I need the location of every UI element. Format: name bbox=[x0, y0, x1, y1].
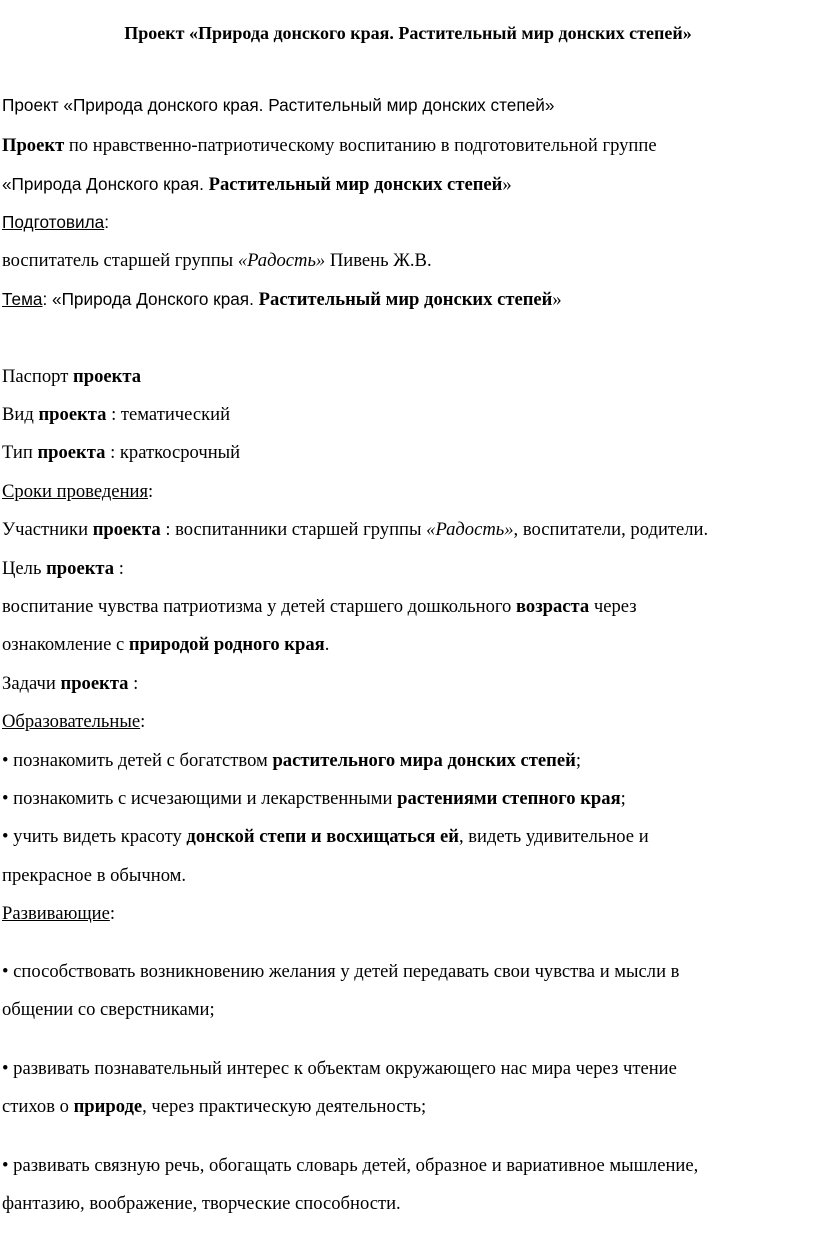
text: : воспитанники старшей группы bbox=[160, 519, 427, 540]
list-item bbox=[2, 750, 581, 772]
text: : «Природа Донского края. bbox=[42, 289, 259, 309]
text: , воспитатели, родители. bbox=[513, 519, 709, 540]
text: : bbox=[140, 711, 146, 732]
tasks-label bbox=[2, 673, 138, 695]
bold-text: Растительный мир донских степей bbox=[208, 174, 503, 195]
list-item: • развивать познавательный интерес к объектам окружающего нас мира через чтение bbox=[2, 1058, 677, 1079]
author-line bbox=[2, 250, 432, 272]
intro-topic-line bbox=[2, 173, 512, 196]
text: : тематический bbox=[106, 404, 231, 425]
text: : bbox=[109, 903, 116, 924]
text: «Природа Донского края. bbox=[2, 174, 209, 194]
text: , видеть удивительное и bbox=[458, 826, 649, 847]
participants-line bbox=[2, 519, 708, 541]
bold-text: растениями степного края bbox=[397, 788, 621, 809]
text: Паспорт bbox=[2, 366, 74, 387]
topic-line bbox=[2, 288, 562, 311]
list-item-continuation: прекрасное в обычном. bbox=[2, 865, 187, 886]
bold-text: природе bbox=[73, 1096, 143, 1117]
underlined-label: Подготовила bbox=[2, 212, 105, 232]
underlined-label: Развивающие bbox=[2, 903, 110, 924]
goal-text-line1 bbox=[2, 596, 637, 618]
prepared-by-label bbox=[2, 211, 109, 233]
bold-text: природой родного края bbox=[128, 634, 325, 655]
list-item bbox=[2, 826, 649, 848]
list-item: • развивать связную речь, обогащать словарь детей, образное и вариативное мышление, bbox=[2, 1155, 699, 1176]
text: Вид bbox=[2, 404, 39, 425]
intro-project-line bbox=[2, 135, 657, 157]
goal-label bbox=[2, 558, 124, 580]
page-title: Проект «Природа донского края. Растительный мир донских степей» bbox=[124, 23, 692, 43]
text: » bbox=[552, 289, 562, 310]
text: : bbox=[128, 673, 139, 694]
italic-text: «Радость» bbox=[426, 519, 514, 540]
text: • познакомить с исчезающими и лекарственными bbox=[2, 788, 398, 809]
passport-heading bbox=[2, 366, 141, 388]
text: : bbox=[104, 212, 109, 232]
bold-text: проекта bbox=[60, 673, 129, 694]
bold-text: проекта bbox=[38, 404, 107, 425]
text: через bbox=[589, 596, 637, 617]
text: Цель bbox=[2, 558, 47, 579]
bold-text: проекта bbox=[37, 442, 106, 463]
text: воспитатель старшей группы bbox=[2, 250, 238, 271]
list-item-continuation: общении со сверстниками; bbox=[2, 999, 215, 1020]
goal-text-line2 bbox=[2, 634, 329, 656]
italic-text: «Радость» bbox=[237, 250, 326, 271]
text: : bbox=[114, 558, 124, 579]
list-item: • способствовать возникновению желания у детей передавать свои чувства и мысли в bbox=[2, 961, 680, 982]
bold-text: проекта bbox=[73, 366, 141, 387]
list-item-continuation bbox=[2, 1096, 426, 1118]
text: ; bbox=[575, 750, 581, 771]
text: Тип bbox=[2, 442, 38, 463]
underlined-label: Тема bbox=[2, 289, 43, 309]
educational-label bbox=[2, 711, 145, 733]
text: по нравственно-патриотическому воспитанию в подготовительной группе bbox=[64, 135, 657, 156]
bold-text: донской степи и восхищаться ей bbox=[186, 826, 459, 847]
text: Пивень Ж.В. bbox=[325, 250, 432, 271]
bold-text: возраста bbox=[515, 596, 590, 617]
text: • учить видеть красоту bbox=[2, 826, 187, 847]
text: воспитание чувства патриотизма у детей старшего дошкольного bbox=[2, 596, 516, 617]
text: • познакомить детей с богатством bbox=[2, 750, 273, 771]
bold-text: проекта bbox=[46, 558, 115, 579]
bold-text: Растительный мир донских степей bbox=[258, 289, 553, 310]
developing-label bbox=[2, 903, 115, 925]
text: ознакомление с bbox=[2, 634, 129, 655]
underlined-label: Сроки проведения bbox=[2, 481, 149, 502]
project-type bbox=[2, 442, 240, 464]
underlined-label: Образовательные bbox=[2, 711, 141, 732]
text: стихов о bbox=[2, 1096, 74, 1117]
list-item bbox=[2, 788, 626, 810]
intro-title: Проект «Природа донского края. Растительный мир донских степей» bbox=[2, 95, 555, 115]
text: Участники bbox=[2, 519, 93, 540]
text: » bbox=[502, 174, 512, 195]
text: . bbox=[324, 634, 330, 655]
text: : краткосрочный bbox=[105, 442, 241, 463]
text: Задачи bbox=[2, 673, 61, 694]
text: : bbox=[148, 481, 154, 502]
bold-text: растительного мира донских степей bbox=[272, 750, 576, 771]
list-item-continuation: фантазию, воображение, творческие способности. bbox=[2, 1193, 401, 1214]
bold-text: Проект bbox=[2, 135, 65, 156]
text: ; bbox=[620, 788, 626, 809]
project-kind bbox=[2, 404, 230, 426]
bold-text: проекта bbox=[92, 519, 161, 540]
text: , через практическую деятельность; bbox=[142, 1096, 427, 1117]
terms-label bbox=[2, 481, 153, 503]
